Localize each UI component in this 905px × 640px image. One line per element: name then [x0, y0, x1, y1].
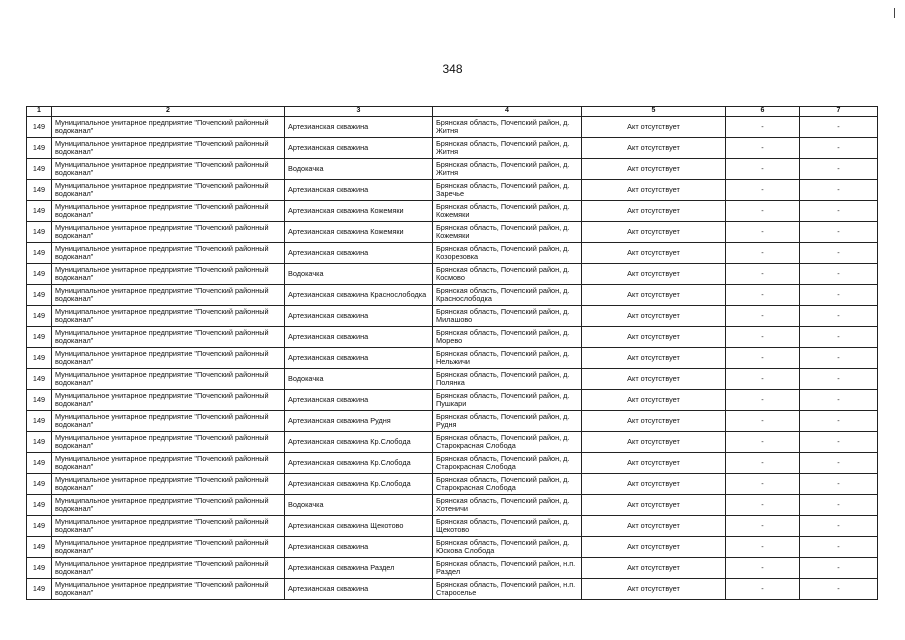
organization-name: Муниципальное унитарное предприятие "Почепский районный водоканал" [52, 474, 285, 495]
table-header [27, 107, 878, 117]
act-status: Акт отсутствует [582, 411, 726, 432]
facility-name: Артезианская скважина Кр.Слобода [285, 453, 433, 474]
act-status: Акт отсутствует [582, 222, 726, 243]
address: Брянская область, Почепский район, н.п. Староселье [433, 579, 582, 600]
row-number: 149 [27, 306, 52, 327]
organization-name: Муниципальное унитарное предприятие "Почепский районный водоканал" [52, 369, 285, 390]
page-number: 348 [442, 62, 463, 76]
act-status: Акт отсутствует [582, 264, 726, 285]
organization-name: Муниципальное унитарное предприятие "Почепский районный водоканал" [52, 432, 285, 453]
act-status: Акт отсутствует [582, 285, 726, 306]
act-status: Акт отсутствует [582, 495, 726, 516]
scan-edge-mark [894, 8, 895, 18]
col-6-value: - [726, 306, 800, 327]
address: Брянская область, Почепский район, д. Пушкари [433, 390, 582, 411]
address: Брянская область, Почепский район, д. Юскова Слобода [433, 537, 582, 558]
facility-name: Артезианская скважина [285, 306, 433, 327]
table-row [27, 516, 878, 537]
row-number: 149 [27, 180, 52, 201]
table-body [27, 117, 878, 600]
facility-name: Артезианская скважина Раздел [285, 558, 433, 579]
facility-name: Водокачка [285, 159, 433, 180]
act-status: Акт отсутствует [582, 306, 726, 327]
table-row [27, 222, 878, 243]
address: Брянская область, Почепский район, д. Космово [433, 264, 582, 285]
col-7-value: - [800, 306, 878, 327]
col-6-value: - [726, 411, 800, 432]
row-number: 149 [27, 537, 52, 558]
col-7-value: - [800, 369, 878, 390]
facility-name: Артезианская скважина [285, 537, 433, 558]
row-number: 149 [27, 285, 52, 306]
organization-name: Муниципальное унитарное предприятие "Почепский районный водоканал" [52, 285, 285, 306]
address: Брянская область, Почепский район, д. Житня [433, 117, 582, 138]
col-6-value: - [726, 159, 800, 180]
facility-name: Артезианская скважина Рудня [285, 411, 433, 432]
table-row [27, 243, 878, 264]
table-row [27, 579, 878, 600]
address: Брянская область, Почепский район, д. Полянка [433, 369, 582, 390]
organization-name: Муниципальное унитарное предприятие "Почепский районный водоканал" [52, 579, 285, 600]
header-col-6: 6 [726, 107, 800, 117]
row-number: 149 [27, 159, 52, 180]
table-row [27, 327, 878, 348]
facility-name: Артезианская скважина [285, 138, 433, 159]
table-row [27, 201, 878, 222]
row-number: 149 [27, 327, 52, 348]
address: Брянская область, Почепский район, д. Кожемяки [433, 222, 582, 243]
act-status: Акт отсутствует [582, 579, 726, 600]
act-status: Акт отсутствует [582, 453, 726, 474]
organization-name: Муниципальное унитарное предприятие "Почепский районный водоканал" [52, 201, 285, 222]
address: Брянская область, Почепский район, д. Хотеничи [433, 495, 582, 516]
organization-name: Муниципальное унитарное предприятие "Почепский районный водоканал" [52, 411, 285, 432]
col-6-value: - [726, 432, 800, 453]
col-7-value: - [800, 138, 878, 159]
table-row [27, 264, 878, 285]
header-col-4: 4 [433, 107, 582, 117]
col-7-value: - [800, 201, 878, 222]
col-7-value: - [800, 180, 878, 201]
facility-name: Артезианская скважина Кр.Слобода [285, 474, 433, 495]
table-row [27, 369, 878, 390]
table-row [27, 390, 878, 411]
address: Брянская область, Почепский район, д. Житня [433, 138, 582, 159]
col-7-value: - [800, 222, 878, 243]
organization-name: Муниципальное унитарное предприятие "Почепский районный водоканал" [52, 537, 285, 558]
address: Брянская область, Почепский район, д. Старокрасная Слобода [433, 432, 582, 453]
col-7-value: - [800, 390, 878, 411]
address: Брянская область, Почепский район, д. Краснослободка [433, 285, 582, 306]
organization-name: Муниципальное унитарное предприятие "Почепский районный водоканал" [52, 558, 285, 579]
table-row [27, 411, 878, 432]
row-number: 149 [27, 558, 52, 579]
header-col-7: 7 [800, 107, 878, 117]
row-number: 149 [27, 579, 52, 600]
facility-name: Артезианская скважина Кожемяки [285, 222, 433, 243]
table-row [27, 348, 878, 369]
col-6-value: - [726, 348, 800, 369]
act-status: Акт отсутствует [582, 243, 726, 264]
act-status: Акт отсутствует [582, 390, 726, 411]
address: Брянская область, Почепский район, д. Кожемяки [433, 201, 582, 222]
facility-name: Артезианская скважина Щекотово [285, 516, 433, 537]
col-7-value: - [800, 495, 878, 516]
act-status: Акт отсутствует [582, 432, 726, 453]
address: Брянская область, Почепский район, д. Рудня [433, 411, 582, 432]
col-7-value: - [800, 453, 878, 474]
row-number: 149 [27, 453, 52, 474]
col-6-value: - [726, 180, 800, 201]
header-col-1: 1 [27, 107, 52, 117]
address: Брянская область, Почепский район, д. Заречье [433, 180, 582, 201]
col-6-value: - [726, 453, 800, 474]
organization-name: Муниципальное унитарное предприятие "Почепский районный водоканал" [52, 327, 285, 348]
organization-name: Муниципальное унитарное предприятие "Почепский районный водоканал" [52, 516, 285, 537]
address: Брянская область, Почепский район, д. Житня [433, 159, 582, 180]
act-status: Акт отсутствует [582, 516, 726, 537]
col-7-value: - [800, 327, 878, 348]
col-6-value: - [726, 390, 800, 411]
table-row [27, 180, 878, 201]
col-7-value: - [800, 117, 878, 138]
table-row [27, 432, 878, 453]
organization-name: Муниципальное унитарное предприятие "Почепский районный водоканал" [52, 117, 285, 138]
act-status: Акт отсутствует [582, 348, 726, 369]
col-6-value: - [726, 222, 800, 243]
col-6-value: - [726, 138, 800, 159]
facility-name: Артезианская скважина [285, 390, 433, 411]
row-number: 149 [27, 243, 52, 264]
col-6-value: - [726, 327, 800, 348]
col-7-value: - [800, 432, 878, 453]
col-7-value: - [800, 264, 878, 285]
organization-name: Муниципальное унитарное предприятие "Почепский районный водоканал" [52, 390, 285, 411]
table-row [27, 159, 878, 180]
address: Брянская область, Почепский район, д. Старокрасная Слобода [433, 474, 582, 495]
table-row [27, 285, 878, 306]
row-number: 149 [27, 390, 52, 411]
col-7-value: - [800, 285, 878, 306]
col-7-value: - [800, 348, 878, 369]
col-7-value: - [800, 579, 878, 600]
organization-name: Муниципальное унитарное предприятие "Почепский районный водоканал" [52, 222, 285, 243]
organization-name: Муниципальное унитарное предприятие "Почепский районный водоканал" [52, 453, 285, 474]
col-6-value: - [726, 243, 800, 264]
col-6-value: - [726, 285, 800, 306]
col-6-value: - [726, 264, 800, 285]
col-6-value: - [726, 516, 800, 537]
col-6-value: - [726, 579, 800, 600]
address: Брянская область, Почепский район, д. Козорезовка [433, 243, 582, 264]
facility-name: Артезианская скважина [285, 117, 433, 138]
row-number: 149 [27, 432, 52, 453]
col-6-value: - [726, 537, 800, 558]
col-6-value: - [726, 495, 800, 516]
organization-name: Муниципальное унитарное предприятие "Почепский районный водоканал" [52, 264, 285, 285]
row-number: 149 [27, 138, 52, 159]
header-row [27, 107, 878, 117]
registry-table [26, 106, 878, 600]
address: Брянская область, Почепский район, д. Нельжичи [433, 348, 582, 369]
facility-name: Водокачка [285, 495, 433, 516]
facility-name: Артезианская скважина [285, 327, 433, 348]
address: Брянская область, Почепский район, д. Старокрасная Слобода [433, 453, 582, 474]
col-6-value: - [726, 474, 800, 495]
organization-name: Муниципальное унитарное предприятие "Почепский районный водоканал" [52, 180, 285, 201]
col-7-value: - [800, 516, 878, 537]
col-7-value: - [800, 159, 878, 180]
address: Брянская область, Почепский район, д. Морево [433, 327, 582, 348]
table-row [27, 306, 878, 327]
organization-name: Муниципальное унитарное предприятие "Почепский районный водоканал" [52, 159, 285, 180]
act-status: Акт отсутствует [582, 138, 726, 159]
act-status: Акт отсутствует [582, 201, 726, 222]
facility-name: Артезианская скважина [285, 243, 433, 264]
facility-name: Артезианская скважина Краснослободка [285, 285, 433, 306]
row-number: 149 [27, 474, 52, 495]
col-6-value: - [726, 117, 800, 138]
header-col-5: 5 [582, 107, 726, 117]
facility-name: Водокачка [285, 264, 433, 285]
address: Брянская область, Почепский район, д. Щекотово [433, 516, 582, 537]
row-number: 149 [27, 222, 52, 243]
address: Брянская область, Почепский район, н.п. Раздел [433, 558, 582, 579]
facility-name: Артезианская скважина [285, 180, 433, 201]
header-col-2: 2 [52, 107, 285, 117]
organization-name: Муниципальное унитарное предприятие "Почепский районный водоканал" [52, 138, 285, 159]
col-7-value: - [800, 474, 878, 495]
col-7-value: - [800, 411, 878, 432]
col-7-value: - [800, 243, 878, 264]
act-status: Акт отсутствует [582, 327, 726, 348]
table-row [27, 453, 878, 474]
col-6-value: - [726, 201, 800, 222]
facility-name: Артезианская скважина Кожемяки [285, 201, 433, 222]
col-7-value: - [800, 537, 878, 558]
col-6-value: - [726, 369, 800, 390]
row-number: 149 [27, 495, 52, 516]
act-status: Акт отсутствует [582, 180, 726, 201]
header-col-3: 3 [285, 107, 433, 117]
act-status: Акт отсутствует [582, 558, 726, 579]
col-6-value: - [726, 558, 800, 579]
table-row [27, 537, 878, 558]
organization-name: Муниципальное унитарное предприятие "Почепский районный водоканал" [52, 495, 285, 516]
row-number: 149 [27, 117, 52, 138]
facility-name: Артезианская скважина [285, 348, 433, 369]
table-row [27, 138, 878, 159]
table-row [27, 558, 878, 579]
act-status: Акт отсутствует [582, 537, 726, 558]
act-status: Акт отсутствует [582, 369, 726, 390]
table-row [27, 474, 878, 495]
row-number: 149 [27, 411, 52, 432]
organization-name: Муниципальное унитарное предприятие "Почепский районный водоканал" [52, 243, 285, 264]
facility-name: Артезианская скважина [285, 579, 433, 600]
col-7-value: - [800, 558, 878, 579]
row-number: 149 [27, 516, 52, 537]
organization-name: Муниципальное унитарное предприятие "Почепский районный водоканал" [52, 306, 285, 327]
row-number: 149 [27, 264, 52, 285]
act-status: Акт отсутствует [582, 159, 726, 180]
table-row [27, 495, 878, 516]
row-number: 149 [27, 369, 52, 390]
organization-name: Муниципальное унитарное предприятие "Почепский районный водоканал" [52, 348, 285, 369]
act-status: Акт отсутствует [582, 474, 726, 495]
facility-name: Артезианская скважина Кр.Слобода [285, 432, 433, 453]
act-status: Акт отсутствует [582, 117, 726, 138]
address: Брянская область, Почепский район, д. Милашово [433, 306, 582, 327]
table-row [27, 117, 878, 138]
row-number: 149 [27, 348, 52, 369]
row-number: 149 [27, 201, 52, 222]
facility-name: Водокачка [285, 369, 433, 390]
